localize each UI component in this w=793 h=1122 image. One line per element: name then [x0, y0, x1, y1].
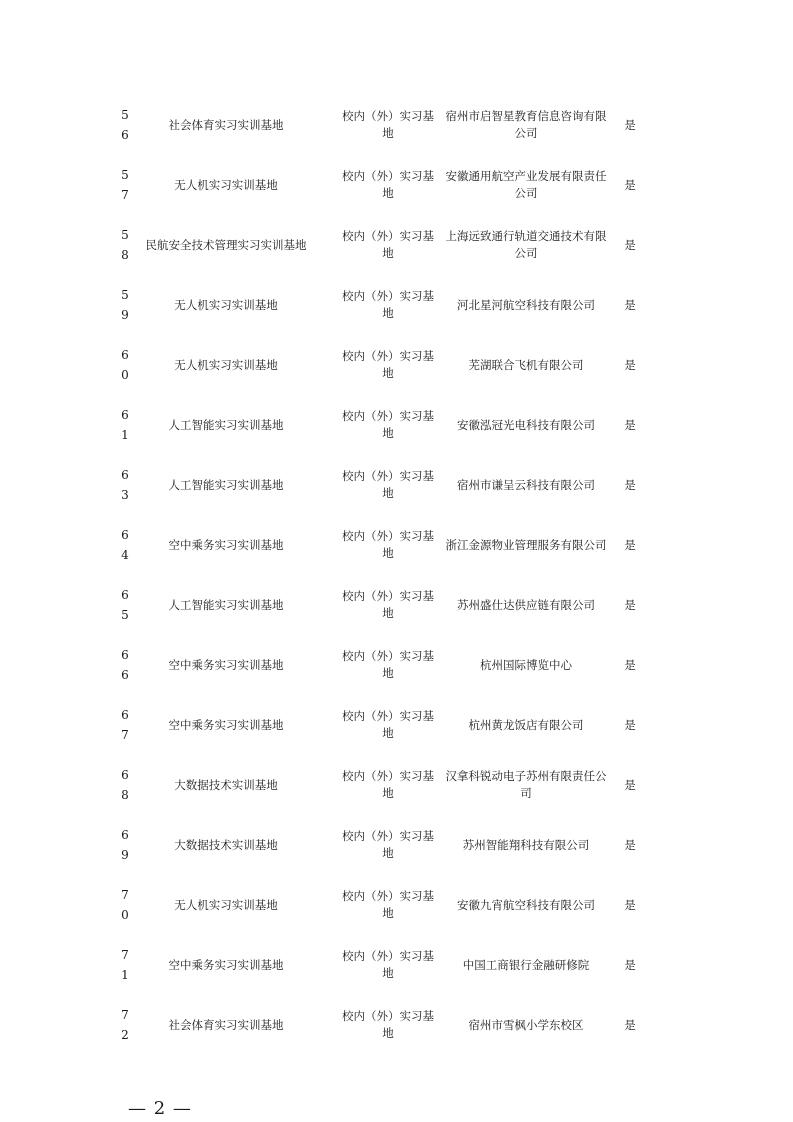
status-flag: 是	[624, 777, 636, 792]
row-number-digit: 6	[121, 468, 129, 482]
page-number: — 2 —	[128, 1098, 192, 1119]
status-flag: 是	[624, 1017, 636, 1032]
row-number-digit: 4	[121, 548, 129, 562]
base-type: 校内（外）实习基地	[342, 109, 434, 140]
partner-company: 宿州市谦呈云科技有限公司	[457, 477, 595, 492]
partner-company: 汉拿科锐动电子苏州有限责任公司	[445, 769, 607, 800]
row-number-digit: 6	[121, 588, 129, 602]
row-number	[112, 995, 138, 1055]
status-flag: 是	[624, 297, 636, 312]
table-row	[112, 995, 652, 1055]
row-number	[112, 875, 138, 935]
base-type: 校内（外）实习基地	[342, 409, 434, 440]
row-number	[112, 635, 138, 695]
base-name: 空中乘务实习实训基地	[168, 957, 284, 972]
base-type: 校内（外）实习基地	[342, 349, 434, 380]
table-row	[112, 755, 652, 815]
base-name: 空中乘务实习实训基地	[168, 537, 284, 552]
table-row	[112, 935, 652, 995]
status-flag: 是	[624, 537, 636, 552]
table-row	[112, 455, 652, 515]
row-number-digit: 6	[121, 828, 129, 842]
row-number-digit: 5	[121, 108, 129, 122]
table-row	[112, 395, 652, 455]
table-row	[112, 515, 652, 575]
base-type: 校内（外）实习基地	[342, 589, 434, 620]
partner-company: 宿州市启智星教育信息咨询有限公司	[445, 109, 607, 140]
base-type: 校内（外）实习基地	[342, 829, 434, 860]
row-number-digit: 5	[121, 228, 129, 242]
partner-company: 河北星河航空科技有限公司	[457, 297, 595, 312]
row-number-digit: 6	[121, 668, 129, 682]
row-number-digit: 8	[121, 788, 129, 802]
row-number-digit: 0	[121, 908, 129, 922]
base-type: 校内（外）实习基地	[342, 1009, 434, 1040]
partner-company: 安徽九宵航空科技有限公司	[457, 897, 595, 912]
base-type: 校内（外）实习基地	[342, 529, 434, 560]
row-number-digit: 6	[121, 708, 129, 722]
status-flag: 是	[624, 897, 636, 912]
table-row	[112, 875, 652, 935]
row-number-digit: 2	[121, 1028, 129, 1042]
table-row	[112, 335, 652, 395]
row-number-digit: 6	[121, 348, 129, 362]
base-name: 人工智能实习实训基地	[168, 597, 284, 612]
partner-company: 浙江金源物业管理服务有限公司	[445, 537, 607, 552]
row-number-digit: 7	[121, 948, 129, 962]
row-number-digit: 6	[121, 408, 129, 422]
status-flag: 是	[624, 417, 636, 432]
base-name: 民航安全技术管理实习实训基地	[145, 237, 307, 252]
row-number	[112, 395, 138, 455]
row-number-digit: 6	[121, 528, 129, 542]
status-flag: 是	[624, 357, 636, 372]
row-number	[112, 815, 138, 875]
status-flag: 是	[624, 117, 636, 132]
table-row	[112, 275, 652, 335]
base-type: 校内（外）实习基地	[342, 769, 434, 800]
row-number-digit: 1	[121, 968, 129, 982]
base-name: 大数据技术实训基地	[174, 777, 278, 792]
status-flag: 是	[624, 957, 636, 972]
partner-company: 安徽泓冠光电科技有限公司	[457, 417, 595, 432]
base-type: 校内（外）实习基地	[342, 169, 434, 200]
base-table	[112, 95, 652, 1055]
partner-company: 上海远致通行轨道交通技术有限公司	[445, 229, 607, 260]
base-name: 无人机实习实训基地	[174, 297, 278, 312]
table-row	[112, 635, 652, 695]
base-name: 大数据技术实训基地	[174, 837, 278, 852]
table-row	[112, 695, 652, 755]
status-flag: 是	[624, 657, 636, 672]
status-flag: 是	[624, 597, 636, 612]
row-number-digit: 6	[121, 648, 129, 662]
partner-company: 杭州国际博览中心	[480, 657, 572, 672]
row-number-digit: 7	[121, 728, 129, 742]
base-name: 社会体育实习实训基地	[168, 117, 284, 132]
row-number-digit: 9	[121, 308, 129, 322]
status-flag: 是	[624, 717, 636, 732]
base-type: 校内（外）实习基地	[342, 229, 434, 260]
partner-company: 中国工商银行金融研修院	[462, 957, 590, 972]
partner-company: 安徽通用航空产业发展有限责任公司	[445, 169, 607, 200]
row-number	[112, 95, 138, 155]
base-name: 人工智能实习实训基地	[168, 417, 284, 432]
row-number-digit: 7	[121, 888, 129, 902]
base-type: 校内（外）实习基地	[342, 649, 434, 680]
partner-company: 苏州盛仕达供应链有限公司	[457, 597, 595, 612]
row-number	[112, 695, 138, 755]
row-number	[112, 935, 138, 995]
table-row	[112, 215, 652, 275]
base-name: 社会体育实习实训基地	[168, 1017, 284, 1032]
base-name: 空中乘务实习实训基地	[168, 717, 284, 732]
row-number-digit: 8	[121, 248, 129, 262]
base-type: 校内（外）实习基地	[342, 949, 434, 980]
partner-company: 杭州黄龙饭店有限公司	[468, 717, 584, 732]
partner-company: 宿州市雪枫小学东校区	[468, 1017, 584, 1032]
table-row	[112, 815, 652, 875]
row-number-digit: 5	[121, 288, 129, 302]
row-number-digit: 1	[121, 428, 129, 442]
base-type: 校内（外）实习基地	[342, 469, 434, 500]
base-name: 人工智能实习实训基地	[168, 477, 284, 492]
row-number-digit: 5	[121, 168, 129, 182]
row-number	[112, 275, 138, 335]
base-name: 无人机实习实训基地	[174, 357, 278, 372]
row-number-digit: 3	[121, 488, 129, 502]
row-number-digit: 7	[121, 1008, 129, 1022]
status-flag: 是	[624, 477, 636, 492]
table-row	[112, 155, 652, 215]
partner-company: 芜湖联合飞机有限公司	[468, 357, 584, 372]
row-number	[112, 335, 138, 395]
status-flag: 是	[624, 837, 636, 852]
row-number-digit: 0	[121, 368, 129, 382]
table-row	[112, 95, 652, 155]
row-number	[112, 215, 138, 275]
partner-company: 苏州智能翔科技有限公司	[462, 837, 590, 852]
row-number	[112, 455, 138, 515]
status-flag: 是	[624, 177, 636, 192]
row-number	[112, 155, 138, 215]
base-name: 无人机实习实训基地	[174, 177, 278, 192]
row-number-digit: 6	[121, 128, 129, 142]
base-name: 空中乘务实习实训基地	[168, 657, 284, 672]
row-number-digit: 6	[121, 768, 129, 782]
row-number-digit: 5	[121, 608, 129, 622]
base-type: 校内（外）实习基地	[342, 889, 434, 920]
row-number	[112, 575, 138, 635]
base-type: 校内（外）实习基地	[342, 289, 434, 320]
base-type: 校内（外）实习基地	[342, 709, 434, 740]
row-number-digit: 9	[121, 848, 129, 862]
row-number	[112, 755, 138, 815]
base-name: 无人机实习实训基地	[174, 897, 278, 912]
table-row	[112, 575, 652, 635]
row-number	[112, 515, 138, 575]
row-number-digit: 7	[121, 188, 129, 202]
status-flag: 是	[624, 237, 636, 252]
